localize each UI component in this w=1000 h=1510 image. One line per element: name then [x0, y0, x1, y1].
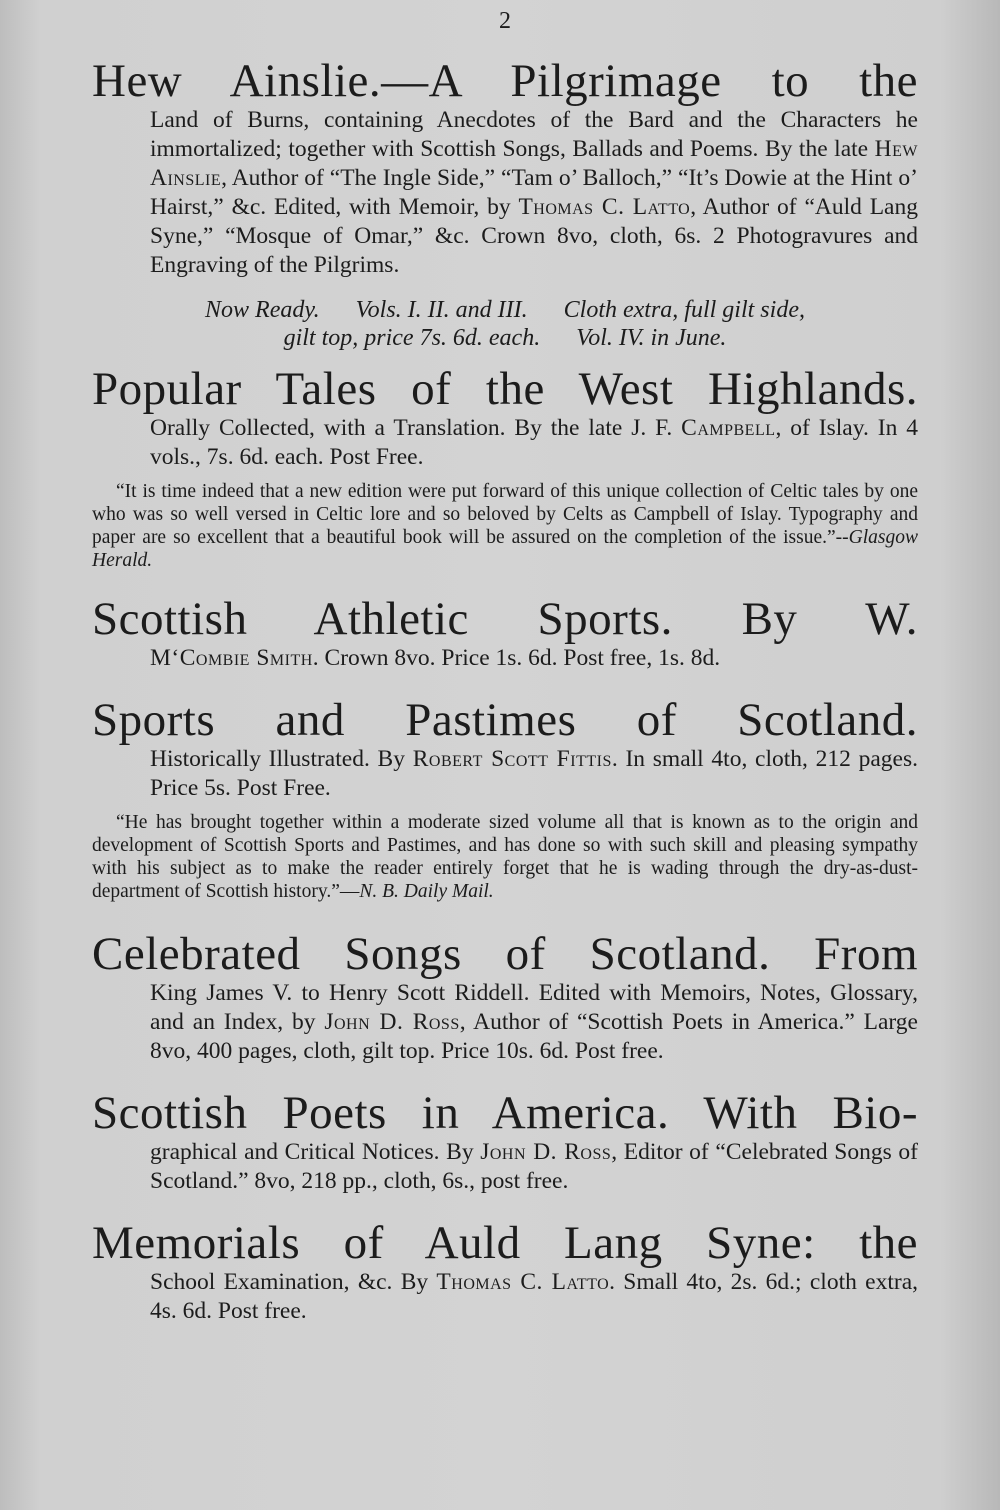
entry-description [150, 1268, 918, 1326]
author-name: Robert Scott Fittis [412, 746, 612, 772]
availability-notice [92, 296, 918, 352]
entry-description [150, 979, 918, 1066]
entry-description [150, 1138, 918, 1196]
entry-scottish-poets [92, 1088, 918, 1196]
notice-text: Vol. IV. in June. [576, 325, 727, 351]
entry-athletic-sports [92, 594, 918, 673]
description-text: . Small 4to, 2s. 6d.; cloth extra, 4s. 6d. Post free. [150, 1269, 918, 1324]
description-text: , Author of “Scottish Poets in America.” Large 8vo, 400 pages, cloth, gilt top. Price 10s. 6d. Post free. [150, 1009, 918, 1064]
quote-text: “It is time indeed that a new edition were put forward of this unique collection of Celtic tales by one who was so well versed in Celtic lore and so beloved by Celts as Campbell of Islay. Typography and paper are so excellent that a beautiful book will be assured on the completion of the issue.”-- [92, 481, 918, 548]
entry-heading: Scottish Poets in America. With Bio- [92, 1087, 918, 1139]
notice-text: Now Ready. [205, 297, 320, 323]
description-text: , Editor of “Celebrated Songs of Scotland.” 8vo, 218 pp., cloth, 6s., post free. [150, 1139, 918, 1194]
entry-popular-tales [92, 364, 918, 572]
quote-source: Glasgow Herald. [92, 527, 918, 571]
entry-heading: Scottish Athletic Sports. By W. [92, 593, 918, 645]
description-text: . In small 4to, cloth, 212 pages. Price 5s. Post Free. [150, 746, 918, 801]
page-number: 2 [499, 8, 511, 34]
author-name: M‘Combie Smith [150, 645, 313, 671]
entry-celebrated-songs [92, 929, 918, 1066]
author-name: Campbell [681, 415, 776, 441]
notice-text: Vols. I. II. and III. [355, 297, 528, 323]
description-text: . Crown 8vo. Price 1s. 6d. Post free, 1s. 8d. [312, 645, 721, 671]
description-text: Land of Burns, containing Anecdotes of the Bard and the Characters he immortalized; together with Scottish Songs, Ballads and Poems. By the late [150, 107, 918, 162]
description-text: Orally Collected, with a Translation. By the late J. F. [150, 415, 682, 441]
description-text: School Examination, &c. By [150, 1269, 437, 1295]
entry-heading: Celebrated Songs of Scotland. From [92, 928, 918, 980]
author-name: John D. Ross [324, 1009, 460, 1035]
entry-description [150, 644, 918, 673]
quote-source: N. B. Daily Mail. [359, 881, 494, 902]
entry-heading: Popular Tales of the West Highlands. [92, 363, 918, 415]
review-quote [92, 480, 918, 572]
description-text: graphical and Critical Notices. By [150, 1139, 481, 1165]
description-text: , Author of “Auld Lang Syne,” “Mosque of Omar,” &c. Crown 8vo, cloth, 6s. 2 Photogravures and Engraving of the Pilgrims. [150, 194, 918, 278]
review-quote [92, 811, 918, 903]
notice-text: Cloth extra, full gilt side, [563, 297, 805, 323]
description-text: Historically Illustrated. By [150, 746, 413, 772]
entry-description [150, 106, 918, 280]
entry-heading: Memorials of Auld Lang Syne: the [92, 1217, 918, 1269]
entry-description [150, 414, 918, 472]
entry-memorials [92, 1218, 918, 1326]
entry-ainslie [92, 56, 918, 280]
entry-heading: Sports and Pastimes of Scotland. [92, 694, 918, 746]
entry-description [150, 745, 918, 803]
author-name: John D. Ross [480, 1139, 612, 1165]
description-text: King James V. to Henry Scott Riddell. Edited with Memoirs, Notes, Glossary, and an Index, by [150, 980, 918, 1035]
entry-heading: Hew Ainslie.—A Pilgrimage to the [92, 55, 918, 107]
author-name: Hew Ainslie [150, 136, 918, 191]
entry-sports-pastimes [92, 695, 918, 903]
quote-text: “He has brought together within a moderate sized volume all that is known as to the origin and development of Scottish Sports and Pastimes, and has done so with such skill and pleasing sympathy with his subject as to make the reader entirely forget that he is wading through the dry-as-dust-department of Scottish history.”— [92, 812, 918, 902]
editor-name: Thomas C. Latto [518, 194, 691, 220]
description-text: , of Islay. In 4 vols., 7s. 6d. each. Post Free. [150, 415, 918, 470]
author-name: Thomas C. Latto [436, 1269, 610, 1295]
notice-text: gilt top, price 7s. 6d. each. [283, 325, 541, 351]
description-text: , Author of “The Ingle Side,” “Tam o’ Balloch,” “It’s Dowie at the Hint o’ Hairst,” &c. Edited, with Memoir, by [150, 165, 918, 220]
